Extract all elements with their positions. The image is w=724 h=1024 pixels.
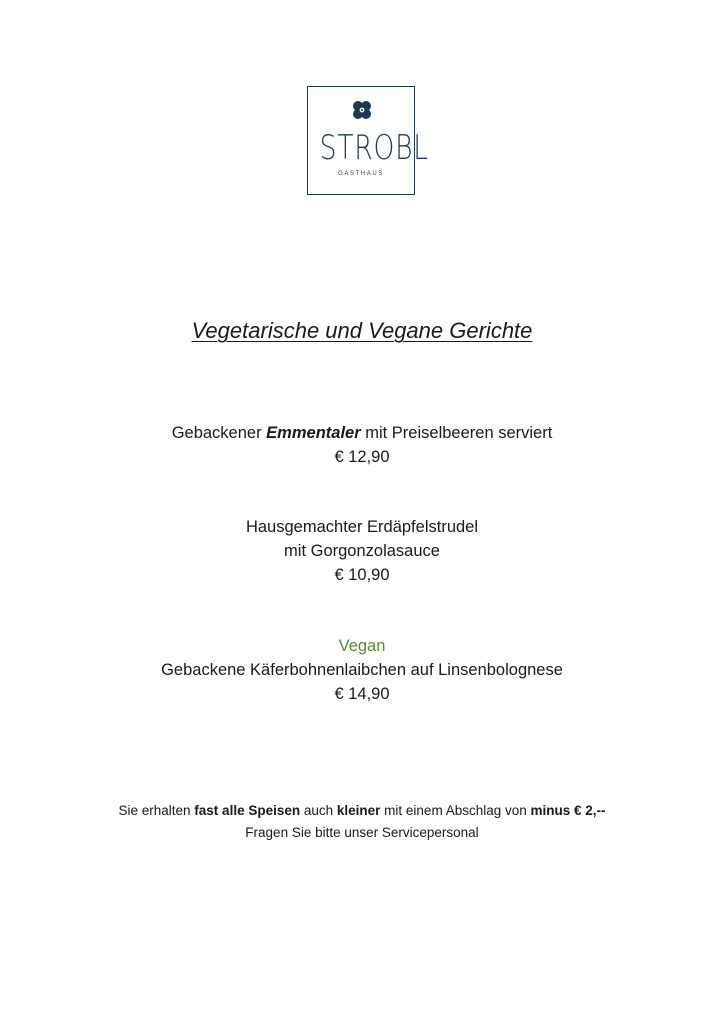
footer-note <box>0 800 724 844</box>
dish-description-line2: mit Gorgonzolasauce <box>284 542 440 560</box>
dish-description: Hausgemachter Erdäpfelstrudel <box>245 518 479 536</box>
dish-price: € 10,90 <box>334 566 390 584</box>
dish-highlight: Emmentaler <box>266 424 361 442</box>
logo <box>307 86 429 195</box>
vegan-label: Vegan <box>338 637 386 655</box>
logo-name: STROBL <box>319 128 429 168</box>
footer-line1: Sie erhalten fast alle Speisen auch kleiner mit einem Abschlag von minus € 2,-- <box>118 803 606 818</box>
dish-price: € 14,90 <box>334 685 390 703</box>
logo-subtitle: GASTHAUS <box>338 171 384 177</box>
flower-icon <box>351 99 373 121</box>
page-title: Vegetarische und Vegane Gerichte <box>191 318 533 343</box>
dish-description: Gebackener Emmentaler mit Preiselbeeren serviert <box>171 424 553 442</box>
dish-price: € 12,90 <box>334 448 390 466</box>
dish-emmentaler <box>0 421 724 469</box>
dish-description: Gebackene Käferbohnenlaibchen auf Linsenbolognese <box>161 661 563 679</box>
dish-strudel <box>0 515 724 587</box>
footer-line2: Fragen Sie bitte unser Servicepersonal <box>245 825 479 840</box>
dish-vegan <box>0 634 724 706</box>
